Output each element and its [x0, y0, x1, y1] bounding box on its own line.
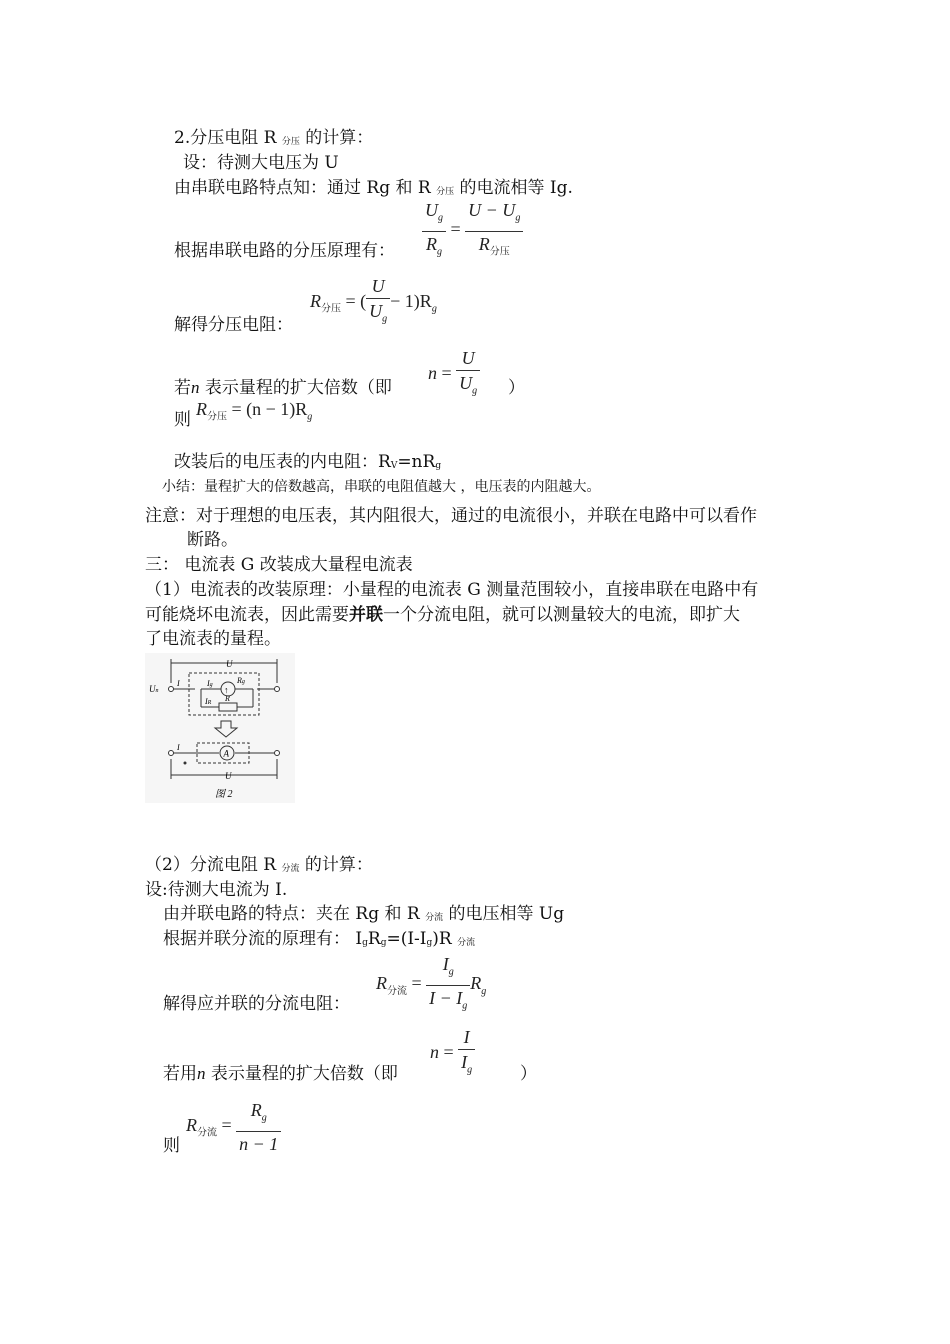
un-label: Un — [149, 684, 159, 694]
line-then-2: 则 — [163, 1136, 180, 1156]
i-label-top: I — [177, 679, 180, 688]
u-label-top: U — [226, 659, 233, 669]
formula-n-current: n = $\frac{I}{I_g}$ — [430, 1025, 475, 1083]
line-range-multiple: 若n 表示量程的扩大倍数（即 — [174, 378, 392, 398]
ir-label: IR — [205, 697, 212, 706]
section-heading-ammeter: 三： 电流表 G 改装成大量程电流表 — [145, 555, 413, 575]
line-principle-1: （1）电流表的改装原理：小量程的电流表 G 测量范围较小，直接串联在电路中有 — [145, 580, 759, 600]
line-assume-voltage: 设：待测大电压为 U — [183, 153, 339, 173]
ig-label: Ig — [207, 679, 213, 688]
line-then: 则 — [174, 410, 191, 430]
line-solve-divider: 解得分压电阻： — [174, 315, 293, 335]
heading-shunt-calc: （2）分流电阻 R 分流 的计算： — [145, 855, 373, 875]
close-paren-2: ） — [520, 1064, 537, 1084]
line-principle-2: 可能烧坏电流表，因此需要并联一个分流电阻，就可以测量较大的电流，即扩大 — [145, 605, 740, 625]
u-label-bottom: U — [225, 771, 232, 781]
line-series-property: 由串联电路特点知：通过 Rg 和 R 分压 的电流相等 Ig. — [174, 178, 573, 198]
line-note: 注意：对于理想的电压表，其内阻很大，通过的电流很小，并联在电路中可以看作 — [145, 506, 757, 526]
line-range-multiple-2: 若用n 表示量程的扩大倍数（即 — [163, 1064, 398, 1084]
line-principle-3: 了电流表的量程。 — [145, 629, 281, 649]
galvanometer-glyph: ↑ — [224, 685, 229, 695]
r-label: R — [225, 694, 230, 703]
line-note-cont: 断路。 — [187, 530, 238, 550]
line-divider-principle: 根据串联电路的分压原理有： — [174, 241, 395, 261]
formula-n-voltage: n = $\frac{U}{U_g}$ — [428, 346, 480, 404]
circuit-figure — [145, 653, 295, 803]
line-summary: 小结：量程扩大的倍数越高，串联的电阻值越大 ，电压表的内阻越大。 — [162, 479, 601, 495]
line-assume-current: 设:待测大电流为 I. — [145, 880, 288, 900]
line-shunt-principle: 根据并联分流的原理有： IgRg=(I-Ig)R 分流 — [163, 929, 476, 949]
figure-caption: 图 2 — [215, 789, 233, 800]
formula-divider-resistance: $R_{分压}$ = ( $\frac{U}{U_g}$ − $1)R_g$ — [310, 276, 437, 325]
heading-voltage-divider: 2.分压电阻 R 分压 的计算： — [174, 128, 374, 148]
rg-label: Rg — [237, 676, 245, 685]
i-label-bottom: I — [177, 743, 180, 752]
line-parallel-property: 由并联电路的特点：夹在 Rg 和 R 分流 的电压相等 Ug — [163, 904, 565, 924]
formula-shunt-n: $R_{分流}$ = $\frac{R_g}{n - 1}$ — [186, 1098, 281, 1156]
ammeter-glyph: A — [223, 748, 229, 759]
formula-divider-n: $R_{分压} = (n - 1)R_g$ — [196, 399, 313, 423]
close-paren: ） — [508, 378, 525, 398]
formula-shunt-resistance: $R_{分流}$ = $\frac{I_g}{I - I_g}$ $R_g$ — [376, 954, 487, 1012]
line-solve-shunt: 解得应并联的分流电阻： — [163, 994, 350, 1014]
line-internal-resistance: 改装后的电压表的内电阻：RV=nRg — [174, 452, 442, 472]
formula-divider-ratio: $\frac{U_g}{R_g}$ = $\frac{U - U_g}{R_{分压}}$ — [422, 198, 523, 264]
